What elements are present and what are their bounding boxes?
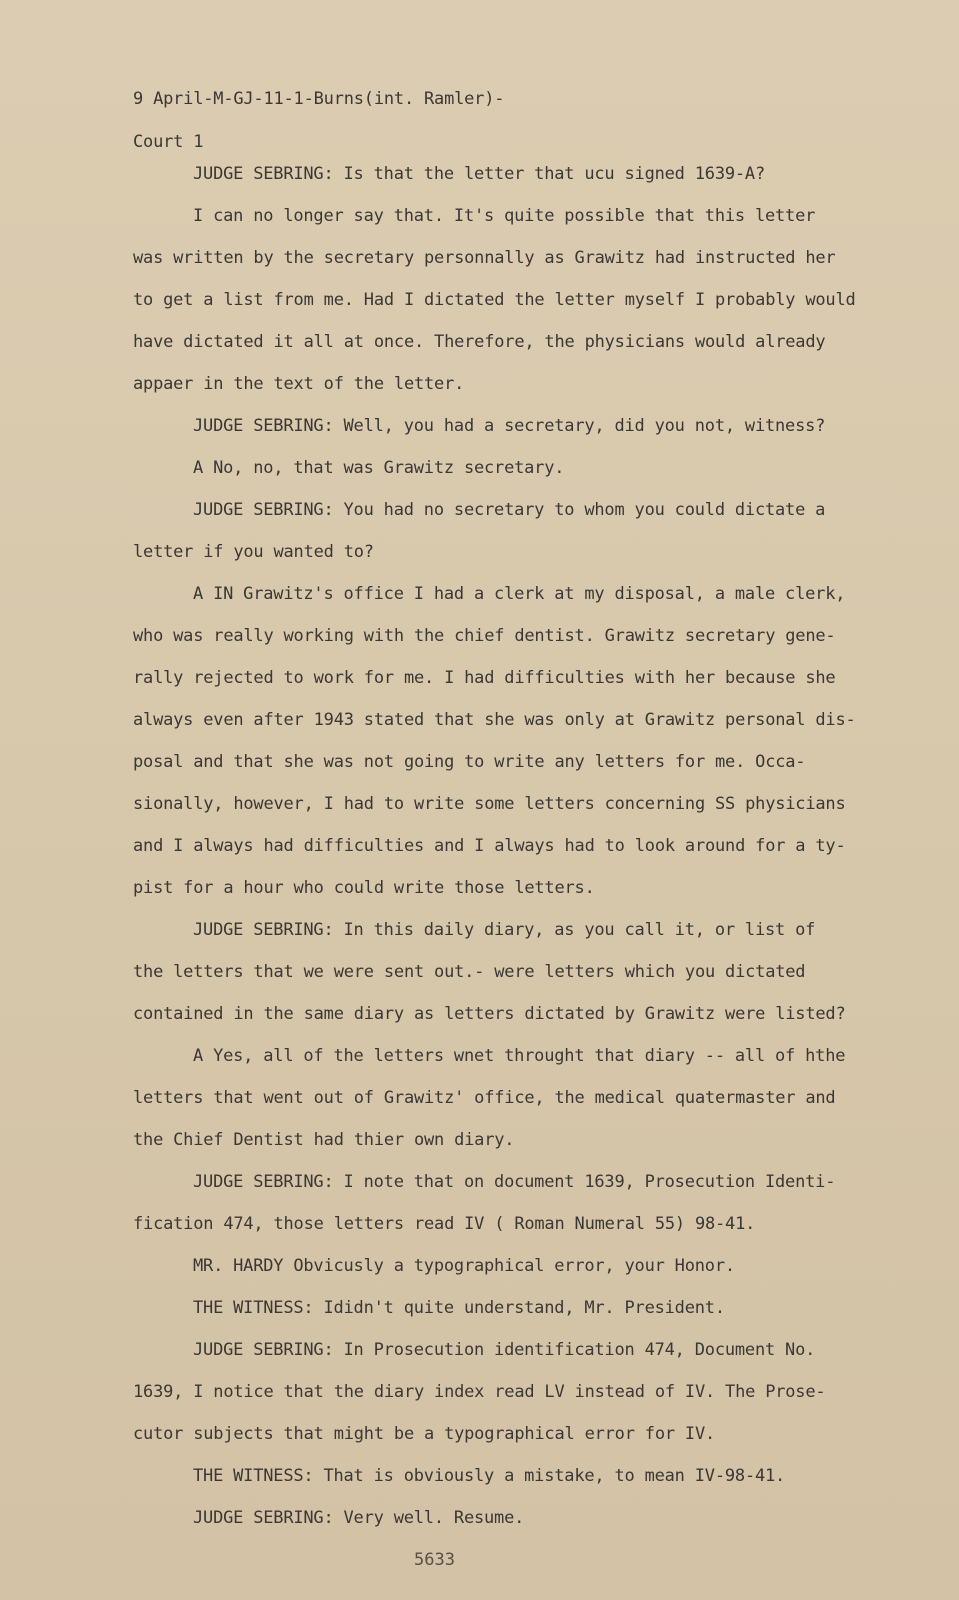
text-line: A Yes, all of the letters wnet throught that diary -- all of hthe	[193, 1046, 846, 1066]
text-line: JUDGE SEBRING: Is that the letter that ucu signed 1639-A?	[193, 164, 765, 184]
text-line: letters that went out of Grawitz' office, the medical quatermaster and	[133, 1088, 836, 1108]
text-line: pist for a hour who could write those letters.	[133, 878, 595, 898]
text-line: JUDGE SEBRING: Well, you had a secretary, did you not, witness?	[193, 416, 826, 436]
text-line: to get a list from me. Had I dictated the letter myself I probably would	[133, 290, 856, 310]
text-line: A IN Grawitz's office I had a clerk at my disposal, a male clerk,	[193, 584, 846, 604]
text-line: fication 474, those letters read IV ( Roman Numeral 55) 98-41.	[133, 1214, 756, 1234]
text-line: the Chief Dentist had thier own diary.	[133, 1130, 515, 1150]
text-line: A No, no, that was Grawitz secretary.	[193, 458, 565, 478]
text-line: cutor subjects that might be a typographical error for IV.	[133, 1424, 716, 1444]
text-line: 1639, I notice that the diary index read LV instead of IV. The Prose-	[133, 1382, 826, 1402]
text-line: MR. HARDY Obvicusly a typographical error, your Honor.	[193, 1256, 735, 1276]
text-line: always even after 1943 stated that she was only at Grawitz personal dis-	[133, 710, 856, 730]
text-line: and I always had difficulties and I always had to look around for a ty-	[133, 836, 846, 856]
text-line: I can no longer say that. It's quite possible that this letter	[193, 206, 816, 226]
text-line: have dictated it all at once. Therefore, the physicians would already	[133, 332, 826, 352]
text-line: THE WITNESS: Ididn't quite understand, Mr. President.	[193, 1298, 725, 1318]
text-line: who was really working with the chief dentist. Grawitz secretary gene-	[133, 626, 836, 646]
page-number: 5633	[414, 1550, 455, 1570]
text-line: was written by the secretary personnally as Grawitz had instructed her	[133, 248, 836, 268]
text-line: appaer in the text of the letter.	[133, 374, 465, 394]
text-line: JUDGE SEBRING: In Prosecution identification 474, Document No.	[193, 1340, 816, 1360]
text-line: letter if you wanted to?	[133, 542, 374, 562]
text-line: THE WITNESS: That is obviously a mistake, to mean IV-98-41.	[193, 1466, 786, 1486]
text-line: rally rejected to work for me. I had difficulties with her because she	[133, 668, 836, 688]
text-line: JUDGE SEBRING: I note that on document 1639, Prosecution Identi-	[193, 1172, 836, 1192]
text-line: JUDGE SEBRING: You had no secretary to whom you could dictate a	[193, 500, 826, 520]
text-line: the letters that we were sent out.- were letters which you dictated	[133, 962, 806, 982]
text-line: JUDGE SEBRING: Very well. Resume.	[193, 1508, 525, 1528]
header-title: 9 April-M-GJ-11-1-Burns(int. Ramler)-	[133, 89, 505, 109]
text-line: JUDGE SEBRING: In this daily diary, as you call it, or list of	[193, 920, 816, 940]
court-label: Court 1	[133, 132, 204, 152]
text-line: posal and that she was not going to write any letters for me. Occa-	[133, 752, 806, 772]
text-line: sionally, however, I had to write some letters concerning SS physicians	[133, 794, 846, 814]
text-line: contained in the same diary as letters dictated by Grawitz were listed?	[133, 1004, 846, 1024]
